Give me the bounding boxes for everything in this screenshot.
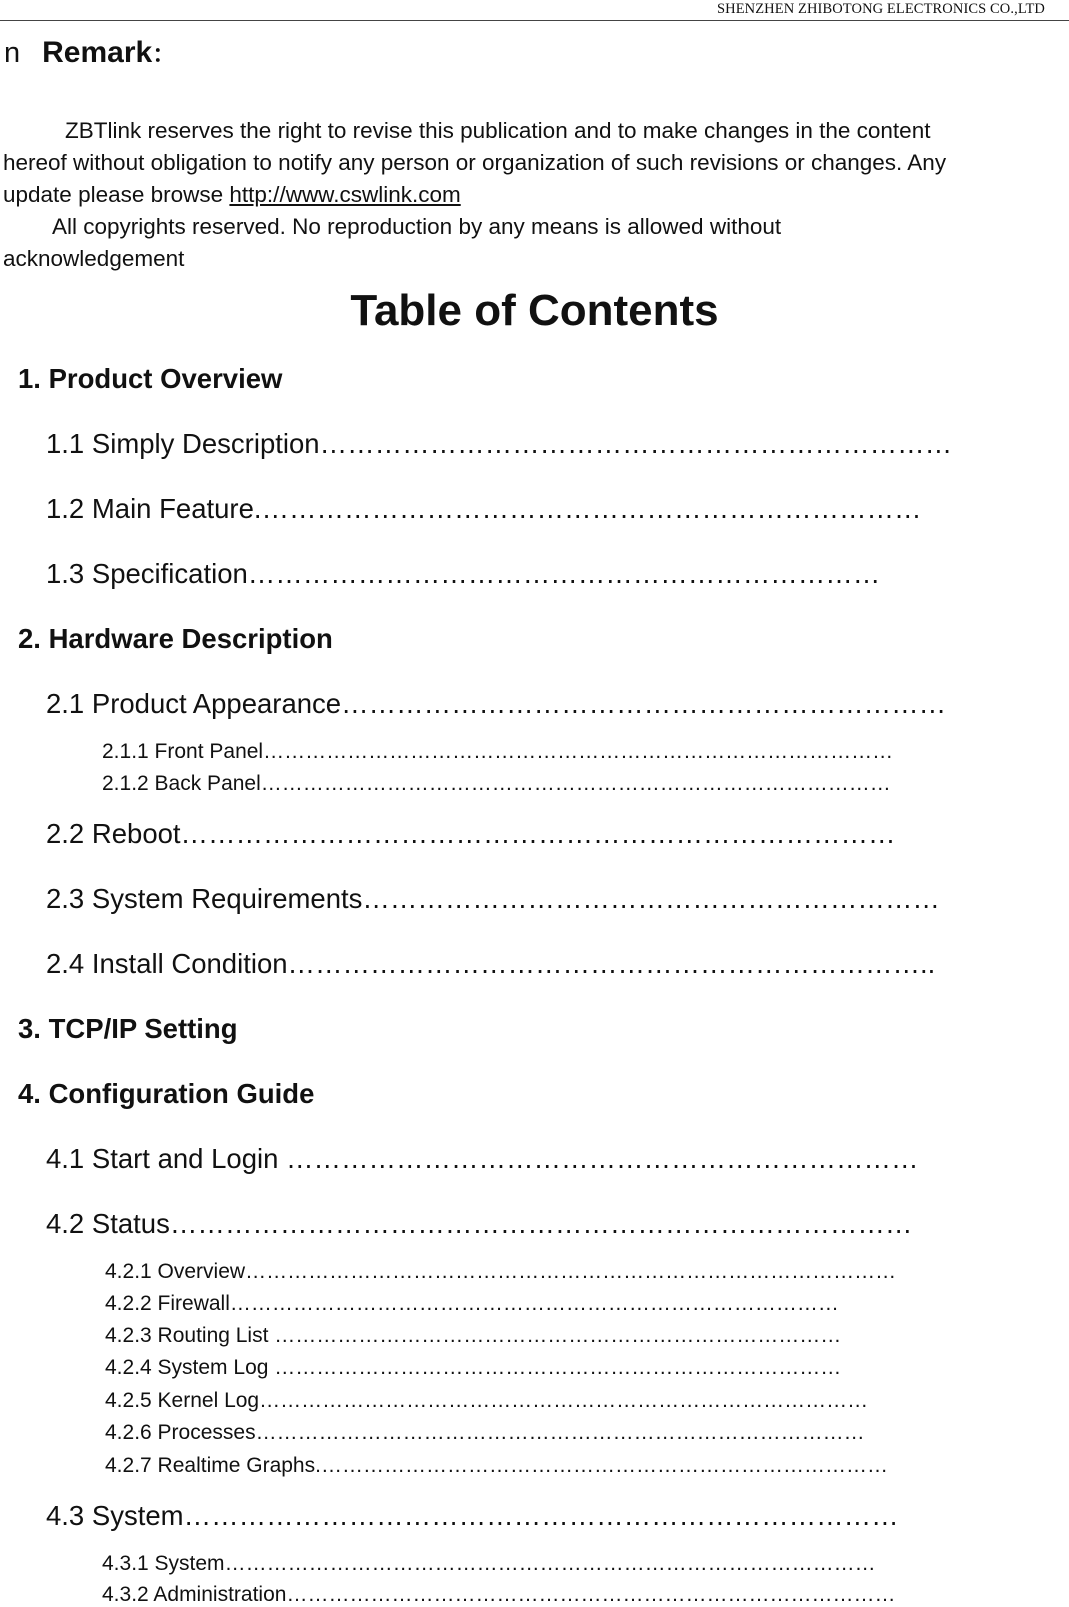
- toc-entry-text: 4.2.7 Realtime Graphs.: [105, 1454, 321, 1477]
- toc-entry-leader: ………………………………………………………………………………: [263, 740, 894, 763]
- toc-entry[interactable]: [102, 1583, 895, 1607]
- toc-entry-leader: …………………………………………………………………………………: [224, 1552, 876, 1575]
- toc-entry-leader: ……………………………………………………………: [319, 428, 953, 459]
- toc-entry[interactable]: [105, 1356, 841, 1380]
- toc-entry[interactable]: [18, 1013, 238, 1045]
- toc-entry-leader: ………………………………………………………………………: [274, 1324, 842, 1347]
- toc-entry[interactable]: [46, 883, 940, 915]
- toc-entry[interactable]: [46, 1500, 899, 1532]
- toc-entry-text: 1.1 Simply Description: [46, 428, 320, 459]
- toc-entry-text: 4.2.1 Overview: [105, 1260, 246, 1283]
- toc-entry-text: 2.1.1 Front Panel: [102, 740, 264, 763]
- toc-entry-leader: ………………………………………………………: [362, 883, 940, 914]
- toc-entry[interactable]: [102, 1552, 876, 1576]
- toc-entry-text: 2.1 Product Appearance: [46, 688, 342, 719]
- toc-entry-leader: ……………………………………………………………..: [287, 948, 936, 979]
- toc-entry-text: 2.3 System Requirements: [46, 883, 363, 914]
- toc-entry-text: 2.1.2 Back Panel: [102, 772, 261, 795]
- toc-entry-text: 4.2.3 Routing List: [105, 1324, 275, 1347]
- toc-entry-leader: ……………………………………………………………………………: [286, 1583, 896, 1606]
- toc-entry-leader: …………………………………………………………: [341, 688, 947, 719]
- toc-entry[interactable]: [46, 688, 946, 720]
- remark-bullet: n: [4, 37, 21, 69]
- toc-entry-text: 4.2.2 Firewall: [105, 1292, 230, 1315]
- toc-entry-text: 2.4 Install Condition: [46, 948, 288, 979]
- toc-entry-leader: ……………………………………………………………………………: [259, 1389, 869, 1412]
- remark-heading: [4, 34, 176, 70]
- toc-entry[interactable]: [46, 1208, 912, 1240]
- notice-line-prefix: update please browse: [3, 182, 230, 207]
- toc-entry[interactable]: [102, 740, 893, 764]
- toc-entry[interactable]: [102, 772, 891, 796]
- toc-entry[interactable]: [46, 428, 952, 460]
- toc-entry[interactable]: [105, 1389, 868, 1413]
- page-header: [0, 0, 1069, 21]
- toc-entry-text: 2.2 Reboot: [46, 818, 181, 849]
- notice-line: [3, 179, 1065, 211]
- toc-entry-text: 4.3.2 Administration: [102, 1583, 287, 1606]
- toc-entry-text: 4.2.5 Kernel Log: [105, 1389, 260, 1412]
- toc-entry-leader: ……………………………………………………………: [286, 1143, 919, 1174]
- toc-entry-leader: ………………………………………………………………………: [169, 1208, 913, 1239]
- toc-entry-leader: ……………………………………………………………………: [183, 1500, 899, 1531]
- toc-entry[interactable]: [105, 1421, 865, 1445]
- toc-entry-leader: ………………………………………………………………………: [274, 1356, 842, 1379]
- toc-entry-leader: …………………………………………………………………………………: [245, 1260, 897, 1283]
- toc-entry[interactable]: [105, 1292, 839, 1316]
- remark-colon: ：: [152, 41, 177, 68]
- toc-title: Table of Contents: [350, 286, 719, 335]
- toc-entry-text: 4.1 Start and Login: [46, 1143, 287, 1174]
- toc-entry[interactable]: [46, 493, 922, 525]
- toc-entry-leader: ………………………………………………………………………: [320, 1454, 888, 1477]
- notice-line: hereof without obligation to notify any person or organization of such revisions or changes. Any: [3, 150, 947, 175]
- remark-label: Remark: [42, 36, 153, 69]
- toc-entry-text: 1.3 Specification: [46, 558, 248, 589]
- toc-entry[interactable]: [105, 1454, 888, 1478]
- toc-entry[interactable]: [46, 1143, 919, 1175]
- toc-entry-leader: ……………………………………………………………………: [180, 818, 896, 849]
- notice-line: ZBTlink reserves the right to revise this publication and to make changes in the content: [65, 118, 931, 143]
- toc-entry-leader: ……………………………………………………………………………: [255, 1421, 865, 1444]
- toc-entry[interactable]: [18, 623, 333, 655]
- toc-entry[interactable]: [18, 1078, 314, 1110]
- toc-entry-text: 4.2.6 Processes: [105, 1421, 256, 1444]
- toc-entry-text: 4.3.1 System: [102, 1552, 225, 1575]
- toc-entry-text: 4.2.4 System Log: [105, 1356, 275, 1379]
- website-link[interactable]: http://www.cswlink.com: [229, 182, 461, 207]
- toc-entry-leader: ………………………………………………………………………………: [260, 772, 891, 795]
- toc-entry[interactable]: [46, 558, 880, 590]
- copyright-line: All copyrights reserved. No reproduction by any means is allowed without: [52, 214, 782, 239]
- toc-entry[interactable]: [46, 948, 935, 980]
- copyright-line: acknowledgement: [3, 246, 185, 271]
- toc-entry-leader: ……………………………………………………………: [247, 558, 881, 589]
- toc-entry-text: 1. Product Overview: [18, 363, 283, 394]
- toc-entry-text: 3. TCP/IP Setting: [18, 1013, 238, 1044]
- toc-entry-leader: ………………………………………………………………: [261, 493, 922, 524]
- toc-entry[interactable]: [46, 818, 896, 850]
- toc-entry-text: 4.2 Status: [46, 1208, 170, 1239]
- toc-entry[interactable]: [105, 1260, 896, 1284]
- toc-entry[interactable]: [18, 363, 282, 395]
- toc-entry-text: 4. Configuration Guide: [18, 1078, 315, 1109]
- toc-entry[interactable]: [105, 1324, 841, 1348]
- header-company-name: SHENZHEN ZHIBOTONG ELECTRONICS CO.,LTD: [716, 1, 1045, 17]
- toc-entry-text: 1.2 Main Feature.: [46, 493, 262, 524]
- toc-entry-leader: ……………………………………………………………………………: [229, 1292, 839, 1315]
- toc-entry-text: 2. Hardware Description: [18, 623, 333, 654]
- toc-entry-text: 4.3 System: [46, 1500, 184, 1531]
